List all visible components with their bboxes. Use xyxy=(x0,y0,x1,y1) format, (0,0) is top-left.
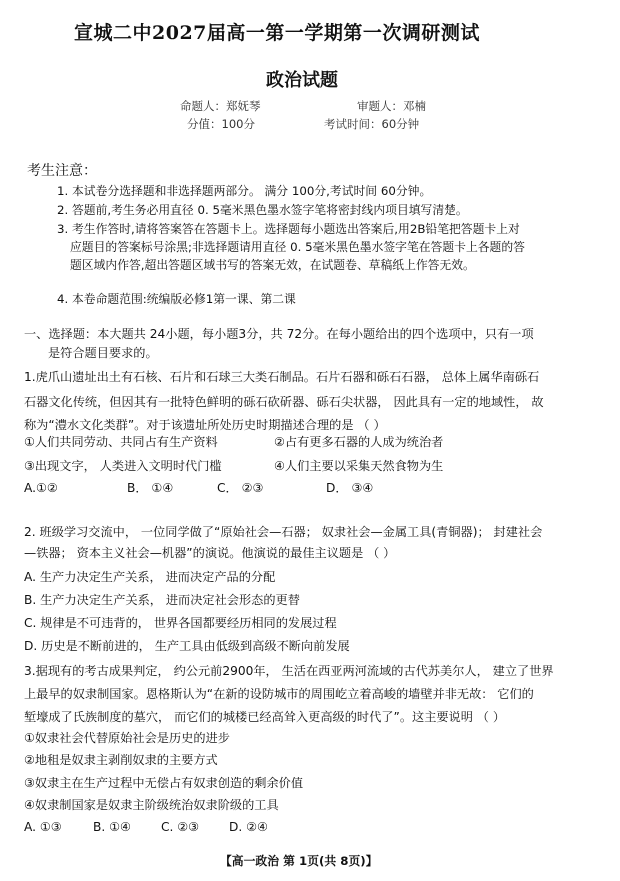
section-heading: 是符合题目要求的。 xyxy=(48,346,158,360)
reviewer-info: 审题人：邓楠 xyxy=(357,99,426,113)
question-1-option-a: A.①② xyxy=(24,481,58,495)
notice-item: 题区域内作答,超出答题区域书写的答案无效，在试题卷、草稿纸上作答无效。 xyxy=(70,258,475,272)
notice-item: 1. 本试卷分选择题和非选择题两部分。 满分 100分,考试时间 60分钟。 xyxy=(57,184,432,198)
question-2-option-b: B. 生产力决定生产关系， 进而决定社会形态的更替 xyxy=(24,593,300,607)
question-3-statement: ④奴隶制国家是奴隶主阶级统治奴隶阶级的工具 xyxy=(24,798,279,812)
question-1-statement: ①人们共同劳动、共同占有生产资料 xyxy=(24,435,218,449)
question-3-option-c: C. ②③ xyxy=(161,820,200,834)
question-3-statement: ①奴隶社会代替原始社会是历史的进步 xyxy=(24,731,230,745)
section-heading: 一、选择题：本大题共 24小题，每小题3分，共 72分。在每小题给出的四个选项中，只有一项 xyxy=(24,327,534,341)
question-1-option-d: D． ③④ xyxy=(326,481,374,495)
notice-item: 应题目的答案标号涂黑;非选择题请用直径 0. 5毫米黑色墨水签字笔在答题卡上各题的答 xyxy=(70,240,525,254)
question-3-stem: 3.据现有的考古成果判定， 约公元前2900年， 生活在西亚两河流域的古代苏美尔人， 建立了世界 xyxy=(24,664,554,678)
question-1-statement: ②占有更多石器的人成为统治者 xyxy=(274,435,444,449)
score-info: 分值：100分 xyxy=(187,117,255,131)
question-3-stem: 堑壕成了氏族制度的墓穴， 而它们的城楼已经高耸入更高级的时代了”。这主要说明 （ ） xyxy=(24,710,506,724)
question-1-statement: ③出现文字， 人类进入文明时代门槛 xyxy=(24,459,222,473)
notice-heading: 考生注意： xyxy=(27,163,97,179)
question-3-option-d: D. ②④ xyxy=(229,820,268,834)
exam-title: 宣城二中2027届高一第一学期第一次调研测试 xyxy=(74,22,480,44)
question-1-statement: ④人们主要以采集天然食物为生 xyxy=(274,459,444,473)
page-footer: 【高一政治 第 1页(共 8页)】 xyxy=(220,854,378,868)
question-3-statement: ②地租是奴隶主剥削奴隶的主要方式 xyxy=(24,753,218,767)
notice-item: 4. 本卷命题范围:统编版必修1第一课、第二课 xyxy=(57,292,296,306)
notice-item: 2. 答题前,考生务必用直径 0. 5毫米黑色墨水签字笔将密封线内项目填写清楚。 xyxy=(57,203,468,217)
question-3-option-a: A. ①③ xyxy=(24,820,62,834)
question-2-stem: —铁器； 资本主义社会—机器”的演说。他演说的最佳主议题是 （ ） xyxy=(24,546,396,560)
question-1-option-b: B． ①④ xyxy=(127,481,174,495)
question-3-stem: 上最早的奴隶制国家。恩格斯认为“在新的设防城市的周围屹立着高峻的墙壁并非无故： 它们的 xyxy=(24,687,534,701)
question-3-statement: ③奴隶主在生产过程中无偿占有奴隶创造的剩余价值 xyxy=(24,776,304,790)
question-1-stem: 称为“澧水文化类群”。对于该遗址所处历史时期描述合理的是 （ ） xyxy=(24,418,386,432)
question-1-stem: 1.虎爪山遗址出土有石核、石片和石球三大类石制品。石片石器和砾石石器， 总体上属华南砾石 xyxy=(24,370,540,384)
question-2-option-c: C. 规律是不可违背的， 世界各国都要经历相同的发展过程 xyxy=(24,616,337,630)
setter-info: 命题人：郑妩琴 xyxy=(180,99,261,113)
question-2-option-d: D. 历史是不断前进的， 生产工具由低级到高级不断向前发展 xyxy=(24,639,350,653)
question-3-option-b: B. ①④ xyxy=(93,820,131,834)
exam-subtitle: 政治试题 xyxy=(266,70,338,91)
notice-item: 3. 考生作答时,请将答案答在答题卡上。选择题每小题选出答案后,用2B铅笔把答题卡上对 xyxy=(57,222,520,236)
question-1-option-c: C． ②③ xyxy=(217,481,264,495)
question-1-stem: 石器文化传统，但因其有一批特色鲜明的砾石砍斫器、砾石尖状器， 因此具有一定的地域性， 故 xyxy=(24,395,544,409)
question-2-stem: 2. 班级学习交流中， 一位同学做了“原始社会—石器； 奴隶社会—金属工具(青铜器)； 封建社会 xyxy=(24,525,543,539)
question-2-option-a: A. 生产力决定生产关系， 进而决定产品的分配 xyxy=(24,570,276,584)
time-info: 考试时间：60分钟 xyxy=(324,117,420,131)
